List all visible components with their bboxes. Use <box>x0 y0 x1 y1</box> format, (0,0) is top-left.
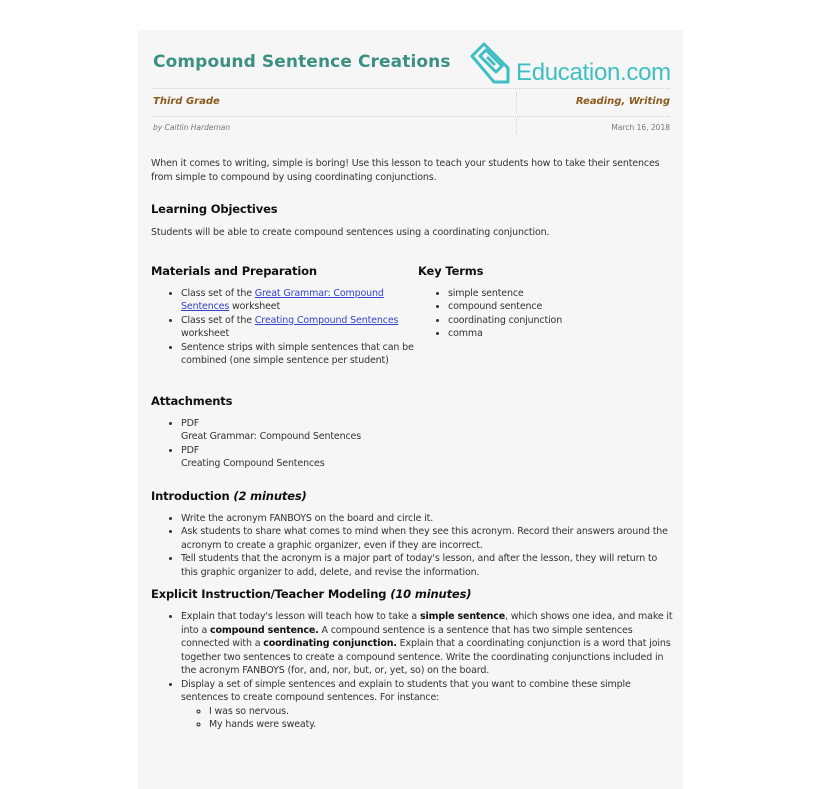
duration-label: (2 minutes) <box>233 488 307 503</box>
date-label: March 16, 2018 <box>611 123 670 132</box>
term-coordinating-conjunction: coordinating conjunction. <box>263 638 397 649</box>
subject-label: Reading, Writing <box>575 96 670 107</box>
example-sentences-list <box>181 705 676 732</box>
list-item: • Sentence strips with simple sentences that can be combined (one simple sentence per student) <box>181 341 416 368</box>
learning-objectives-heading: Learning Objectives <box>151 202 278 216</box>
materials-and-key-terms <box>151 264 676 374</box>
key-terms-list <box>418 287 673 341</box>
list-item: • comma <box>448 327 673 341</box>
attachment-item[interactable] <box>181 444 676 471</box>
attachment-name: Great Grammar: Compound Sentences <box>181 431 362 442</box>
explicit-instruction-heading: Explicit Instruction/Teacher Modeling (10 minutes) <box>151 587 472 601</box>
explicit-instruction-list <box>151 610 676 732</box>
term-simple-sentence: simple sentence <box>419 611 506 622</box>
pencil-logo-icon <box>468 40 516 88</box>
learning-objectives-text: Students will be able to create compound sentences using a coordinating conjunction. <box>151 227 550 238</box>
list-item: • Explain that today's lesson will teach how to take a simple sentence, which shows one idea, and make it into a compound sentence. A compound sentence is a sentence that has two simple sentences connected with a coordinating conjunction. Explain that a coordinating conjunction is a word that joins together two sentences to create a compound sentence. Write the coordinating conjunctions included in the acronym FANBOYS (for, and, nor, but, or, yet, so) on the board. <box>181 610 676 678</box>
divider <box>516 92 517 114</box>
page-title: Compound Sentence Creations <box>153 52 451 72</box>
list-item: • Display a set of simple sentences and explain to students that you want to combine these simple sentences to create compound sentences. For instance: ◦ I was so nervous. ◦ My hands were sweaty. <box>181 678 676 732</box>
materials-section <box>151 264 416 368</box>
attachments-heading: Attachments <box>151 393 233 408</box>
lesson-content <box>151 157 676 732</box>
materials-heading: Materials and Preparation <box>151 263 317 278</box>
attachment-item[interactable] <box>181 417 676 444</box>
introduction-list <box>151 512 676 580</box>
divider <box>516 119 517 134</box>
lesson-plan-page <box>138 30 683 789</box>
list-item: • Class set of the Creating Compound Sentences worksheet <box>181 314 416 341</box>
list-item: • coordinating conjunction <box>448 314 673 328</box>
term-compound-sentence: compound sentence. <box>210 624 319 636</box>
list-item: ◦ My hands were sweaty. <box>209 718 676 732</box>
introduction-heading: Introduction (2 minutes) <box>151 488 307 503</box>
list-item: • simple sentence <box>448 287 673 301</box>
divider <box>153 88 670 89</box>
great-grammar-link[interactable]: Great Grammar: Compound Sentences <box>181 287 384 312</box>
author-label: by Caitlin Hardeman <box>153 123 231 132</box>
creating-compound-sentences-link[interactable]: Creating Compound Sentences <box>254 314 399 326</box>
list-item: • Write the acronym FANBOYS on the board and circle it. <box>181 512 676 526</box>
list-item: • compound sentence <box>448 300 673 314</box>
divider <box>153 116 670 117</box>
intro-paragraph: When it comes to writing, simple is boring! Use this lesson to teach your students how to take their sentences from simple to compound by using coordinating conjunctions. <box>151 158 660 183</box>
duration-label: (10 minutes) <box>390 587 472 601</box>
list-item: • Ask students to share what comes to mind when they see this acronym. Record their answers around the acronym to create a graphic organizer, even if they are incorrect. <box>181 525 676 552</box>
list-item: • Class set of the Great Grammar: Compound Sentences worksheet <box>181 287 416 314</box>
attachment-type: • PDF <box>181 444 200 456</box>
key-terms-section <box>418 264 673 341</box>
attachment-name: Creating Compound Sentences <box>181 458 325 469</box>
key-terms-heading: Key Terms <box>418 263 484 278</box>
education-com-logo[interactable] <box>468 40 673 88</box>
attachments-list <box>151 417 676 471</box>
attachment-type: • PDF <box>181 417 200 429</box>
list-item: ◦ I was so nervous. <box>209 705 676 719</box>
logo-text: Education.com <box>516 59 671 86</box>
materials-list <box>151 287 416 368</box>
list-item: • Tell students that the acronym is a major part of today's lesson, and after the lesson, they will return to this graphic organizer to add, delete, and revise the information. <box>181 552 676 579</box>
grade-label: Third Grade <box>153 96 220 107</box>
